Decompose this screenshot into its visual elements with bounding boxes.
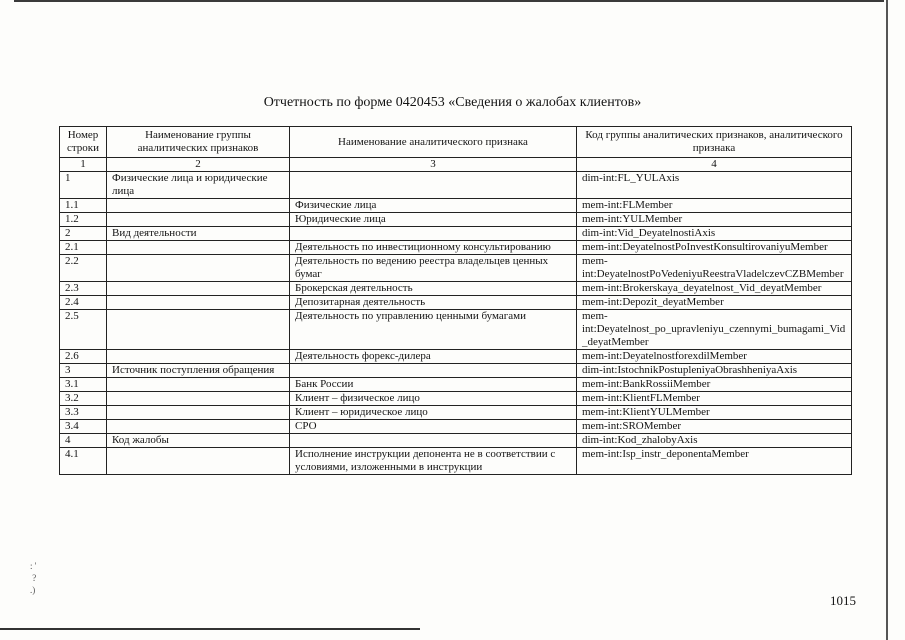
attribute-name: Банк России — [290, 378, 577, 392]
row-number: 2.6 — [60, 350, 107, 364]
code: mem-int:Depozit_deyatMember — [577, 296, 852, 310]
table-row — [60, 282, 852, 296]
code: mem-int:DeyatelnostPoInvestKonsultirovaniyuMember — [577, 241, 852, 255]
attribute-name: Деятельность форекс-дилера — [290, 350, 577, 364]
row-number: 3.4 — [60, 420, 107, 434]
group-name — [107, 420, 290, 434]
header-group-name: Наименование группы аналитических признаков — [107, 127, 290, 158]
row-number: 2.5 — [60, 310, 107, 350]
code: dim-int:Vid_DeyatelnostiAxis — [577, 227, 852, 241]
row-number: 4.1 — [60, 448, 107, 475]
table-row — [60, 255, 852, 282]
row-number: 2.1 — [60, 241, 107, 255]
group-name — [107, 378, 290, 392]
code: mem-int:Deyatelnost_po_upravleniyu_czennymi_bumagami_Vid_deyatMember — [577, 310, 852, 350]
group-name: Код жалобы — [107, 434, 290, 448]
table-row — [60, 199, 852, 213]
page-number: 1015 — [830, 593, 856, 608]
attribute-name: Депозитарная деятельность — [290, 296, 577, 310]
attribute-name: Деятельность по управлению ценными бумагами — [290, 310, 577, 350]
table-row — [60, 378, 852, 392]
group-name — [107, 350, 290, 364]
column-number: 2 — [107, 158, 290, 172]
row-number: 1.2 — [60, 213, 107, 227]
attribute-name: Клиент – физическое лицо — [290, 392, 577, 406]
row-number: 1 — [60, 172, 107, 199]
attribute-name: Брокерская деятельность — [290, 282, 577, 296]
table-row — [60, 420, 852, 434]
document-title: Отчетность по форме 0420453 «Сведения о жалобах клиентов» — [263, 95, 642, 110]
table-row — [60, 172, 852, 199]
header-row-number: Номер строки — [60, 127, 107, 158]
group-name: Физические лица и юридические лица — [107, 172, 290, 199]
row-number: 2.4 — [60, 296, 107, 310]
row-number: 2 — [60, 227, 107, 241]
code: mem-int:DeyatelnostPoVedeniyuReestraVladelczevCZBMember — [577, 255, 852, 282]
report-table — [59, 126, 852, 475]
group-name — [107, 406, 290, 420]
group-name — [107, 296, 290, 310]
row-number: 2.3 — [60, 282, 107, 296]
attribute-name — [290, 172, 577, 199]
attribute-name: СРО — [290, 420, 577, 434]
attribute-name — [290, 227, 577, 241]
column-number: 4 — [577, 158, 852, 172]
group-name: Источник поступления обращения — [107, 364, 290, 378]
code: dim-int:FL_YULAxis — [577, 172, 852, 199]
attribute-name — [290, 434, 577, 448]
code: mem-int:Brokerskaya_deyatelnost_Vid_deyatMember — [577, 282, 852, 296]
code: mem-int:BankRossiiMember — [577, 378, 852, 392]
row-number: 3.1 — [60, 378, 107, 392]
code: dim-int:IstochnikPostupleniyaObrashheniyaAxis — [577, 364, 852, 378]
row-number: 3 — [60, 364, 107, 378]
table-row — [60, 364, 852, 378]
row-number: 2.2 — [60, 255, 107, 282]
header-row — [60, 127, 852, 158]
code: mem-int:KlientFLMember — [577, 392, 852, 406]
group-name — [107, 282, 290, 296]
scan-edge-top — [14, 0, 884, 2]
column-number-row — [60, 158, 852, 172]
table-row — [60, 241, 852, 255]
margin-marks: : ' ? .) — [30, 561, 37, 595]
table-row — [60, 406, 852, 420]
table-row — [60, 310, 852, 350]
group-name — [107, 199, 290, 213]
code: mem-int:DeyatelnostforexdilMember — [577, 350, 852, 364]
code: mem-int:YULMember — [577, 213, 852, 227]
code: mem-int:SROMember — [577, 420, 852, 434]
group-name — [107, 213, 290, 227]
table-row — [60, 392, 852, 406]
row-number: 1.1 — [60, 199, 107, 213]
header-attribute-name: Наименование аналитического признака — [290, 127, 577, 158]
table-row — [60, 350, 852, 364]
group-name — [107, 392, 290, 406]
code: dim-int:Kod_zhalobyAxis — [577, 434, 852, 448]
attribute-name: Исполнение инструкции депонента не в соответствии с условиями, изложенными в инструкции — [290, 448, 577, 475]
group-name — [107, 310, 290, 350]
attribute-name: Юридические лица — [290, 213, 577, 227]
row-number: 3.2 — [60, 392, 107, 406]
column-number: 3 — [290, 158, 577, 172]
attribute-name: Физические лица — [290, 199, 577, 213]
attribute-name: Деятельность по инвестиционному консультированию — [290, 241, 577, 255]
table-row — [60, 296, 852, 310]
group-name — [107, 241, 290, 255]
row-number: 3.3 — [60, 406, 107, 420]
attribute-name: Клиент – юридическое лицо — [290, 406, 577, 420]
code: mem-int:KlientYULMember — [577, 406, 852, 420]
group-name — [107, 448, 290, 475]
attribute-name: Деятельность по ведению реестра владельцев ценных бумаг — [290, 255, 577, 282]
header-code: Код группы аналитических признаков, аналитического признака — [577, 127, 852, 158]
code: mem-int:FLMember — [577, 199, 852, 213]
column-number: 1 — [60, 158, 107, 172]
code: mem-int:Isp_instr_deponentaMember — [577, 448, 852, 475]
group-name: Вид деятельности — [107, 227, 290, 241]
table-row — [60, 227, 852, 241]
scan-edge-bottom — [0, 628, 420, 630]
row-number: 4 — [60, 434, 107, 448]
group-name — [107, 255, 290, 282]
attribute-name — [290, 364, 577, 378]
table-row — [60, 434, 852, 448]
table-row — [60, 213, 852, 227]
table-row — [60, 448, 852, 475]
